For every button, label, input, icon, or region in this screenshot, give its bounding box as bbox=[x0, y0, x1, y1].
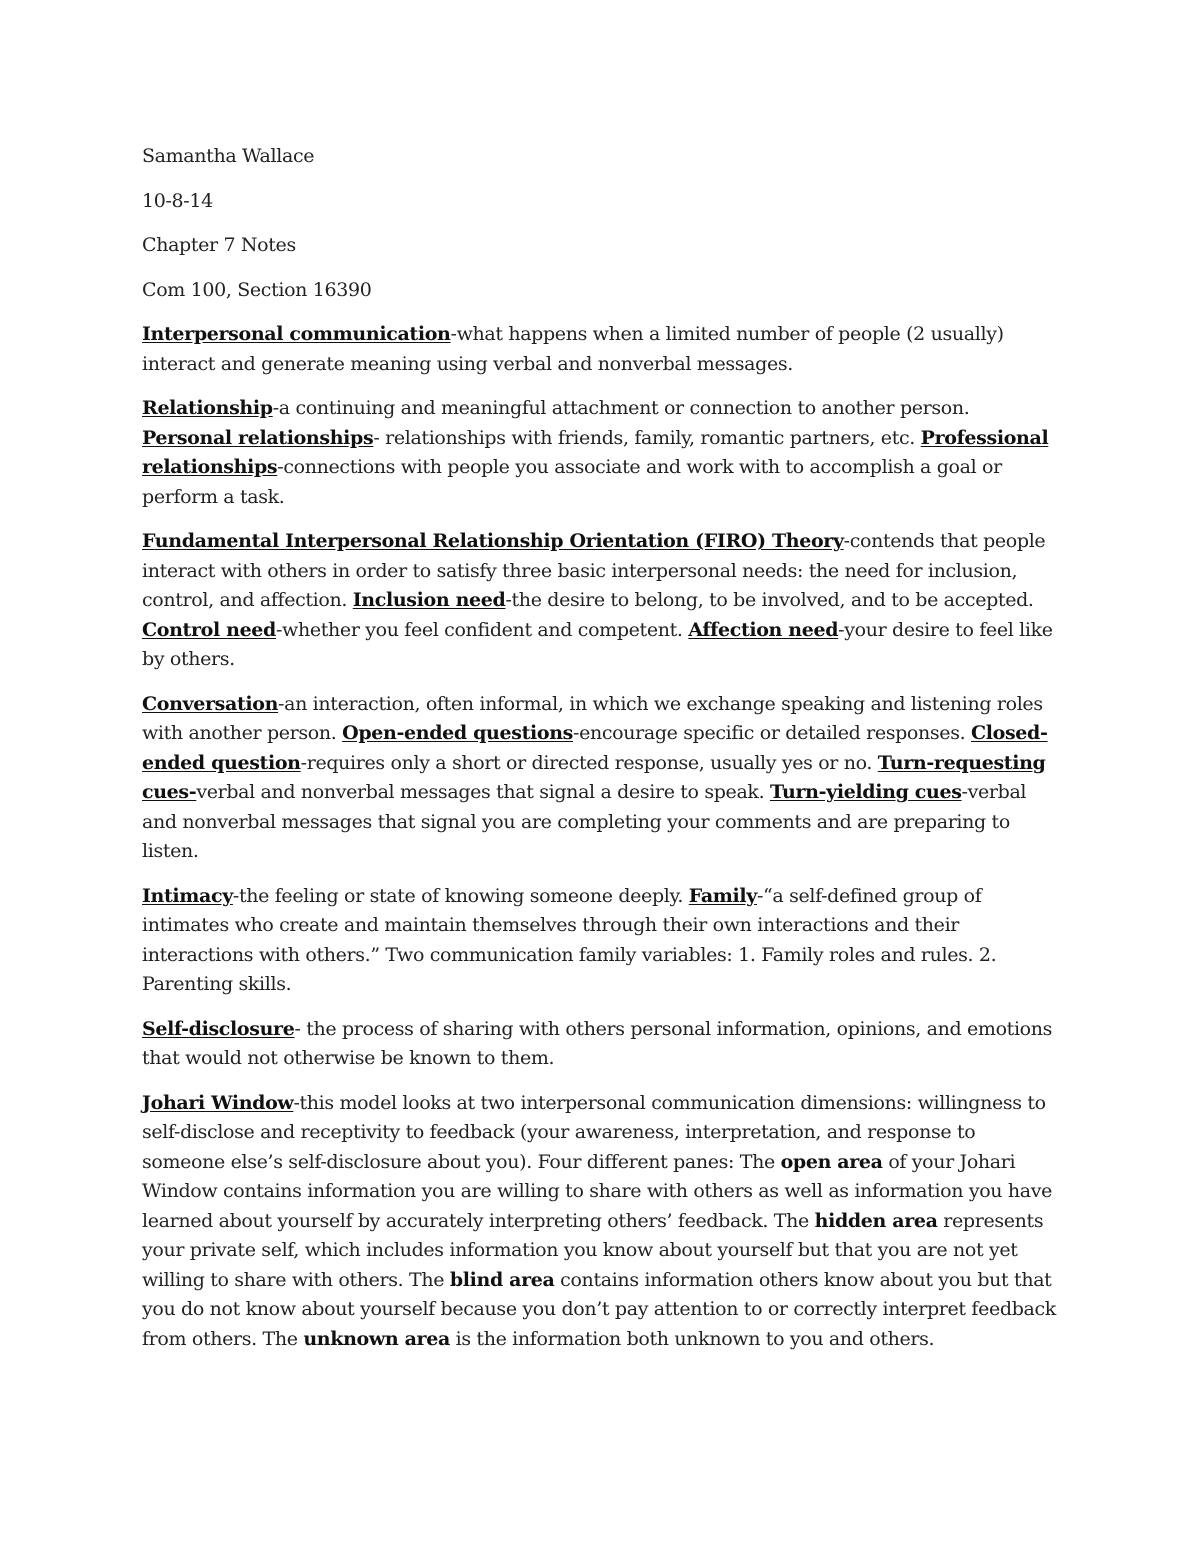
author-name: Samantha Wallace bbox=[142, 145, 315, 167]
document-body bbox=[142, 142, 1062, 1369]
bold-phrase: open area bbox=[780, 1150, 883, 1173]
defined-term: Control need bbox=[142, 618, 276, 641]
defined-term: Self-disclosure bbox=[142, 1017, 295, 1040]
body-text: contains information others know about you but that you do not know about yourself because you don’t pay attention to or correctly interpret feedback from others. The bbox=[142, 1268, 1056, 1350]
body-text: -whether you feel confident and competent. bbox=[275, 618, 689, 641]
bold-phrase: blind area bbox=[449, 1268, 555, 1291]
body-text: -encourage specific or detailed responses. bbox=[573, 722, 971, 744]
defined-term: Turn-requesting cues- bbox=[142, 751, 1046, 803]
defined-term: Turn-yielding cues bbox=[769, 781, 962, 803]
body-text: -verbal and nonverbal messages that signal you are completing your comments and are preparing to listen. bbox=[142, 781, 1027, 862]
body-text: -requires only a short or directed response, usually yes or no. bbox=[300, 751, 878, 774]
defined-term: Closed-ended question bbox=[142, 722, 1048, 774]
document-date: 10-8-14 bbox=[142, 189, 213, 212]
defined-term: Interpersonal communication bbox=[142, 323, 451, 345]
defined-term: Johari Window bbox=[142, 1091, 294, 1114]
body-text: -your desire to feel like by others. bbox=[142, 618, 1053, 670]
body-text: -contends that people interact with others in order to satisfy three basic interpersonal needs: the need for inclusion, control, and affection. bbox=[142, 530, 1046, 611]
paragraph-johari bbox=[142, 1089, 1062, 1355]
defined-term: Intimacy bbox=[142, 884, 233, 907]
body-text: -this model looks at two interpersonal communication dimensions: willingness to self-disclose and receptivity to feedback (your awareness, interpretation, and response to someone else’s self-disclosure about you). Four different panes: The bbox=[142, 1091, 1046, 1173]
body-text: of your Johari Window contains information you are willing to share with others as well as information you have learned about yourself by accurately interpreting others’ feedback. The bbox=[142, 1150, 1053, 1232]
defined-term: Fundamental Interpersonal Relationship Orientation (FIRO) Theory bbox=[142, 530, 844, 552]
body-text: represents your private self, which includes information you know about yourself but that you are not yet willing to share with others. The bbox=[142, 1209, 1044, 1291]
paragraph-conversation bbox=[142, 690, 1062, 867]
defined-term: Conversation bbox=[142, 692, 279, 715]
body-text: -what happens when a limited number of people (2 usually) interact and generate meaning using verbal and nonverbal messages. bbox=[142, 323, 1004, 375]
body-text: - relationships with friends, family, romantic partners, etc. bbox=[373, 426, 921, 449]
body-text: -the feeling or state of knowing someone deeply. bbox=[232, 884, 689, 907]
paragraph-self-disclosure bbox=[142, 1015, 1062, 1074]
paragraph-intimacy bbox=[142, 882, 1062, 1000]
defined-term: Family bbox=[688, 884, 757, 907]
notes-paragraphs bbox=[142, 320, 1062, 1354]
course-info: Com 100, Section 16390 bbox=[142, 278, 372, 301]
bold-phrase: hidden area bbox=[814, 1209, 938, 1232]
paragraph-relationship bbox=[142, 394, 1062, 512]
body-text: - the process of sharing with others personal information, opinions, and emotions that would not otherwise be known to them. bbox=[142, 1017, 1053, 1069]
defined-term: Relationship bbox=[142, 397, 273, 419]
body-text: -an interaction, often informal, in which we exchange speaking and listening roles with another person. bbox=[142, 692, 1043, 744]
defined-term: Personal relationships bbox=[142, 426, 374, 449]
paragraph-interpersonal bbox=[142, 320, 1062, 379]
paragraph-firo bbox=[142, 527, 1062, 675]
defined-term: Professional relationships bbox=[142, 426, 1049, 478]
body-text: -the desire to belong, to be involved, and to be accepted. bbox=[505, 589, 1034, 611]
body-text: -connections with people you associate and work with to accomplish a goal or perform a task. bbox=[142, 456, 1002, 508]
body-text: verbal and nonverbal messages that signal a desire to speak. bbox=[196, 781, 770, 803]
defined-term: Open-ended questions bbox=[342, 722, 574, 744]
bold-phrase: unknown area bbox=[303, 1327, 450, 1350]
body-text: is the information both unknown to you and others. bbox=[449, 1327, 935, 1350]
defined-term: Inclusion need bbox=[352, 589, 506, 611]
body-text: -a continuing and meaningful attachment or connection to another person. bbox=[272, 397, 970, 419]
body-text: -“a self-defined group of intimates who create and maintain themselves through their own interactions and their interactions with others.” Two communication family variables: 1. Family roles and rules. 2. Parenting skills. bbox=[142, 884, 997, 995]
defined-term: Affection need bbox=[688, 618, 839, 641]
document-title: Chapter 7 Notes bbox=[142, 234, 296, 256]
